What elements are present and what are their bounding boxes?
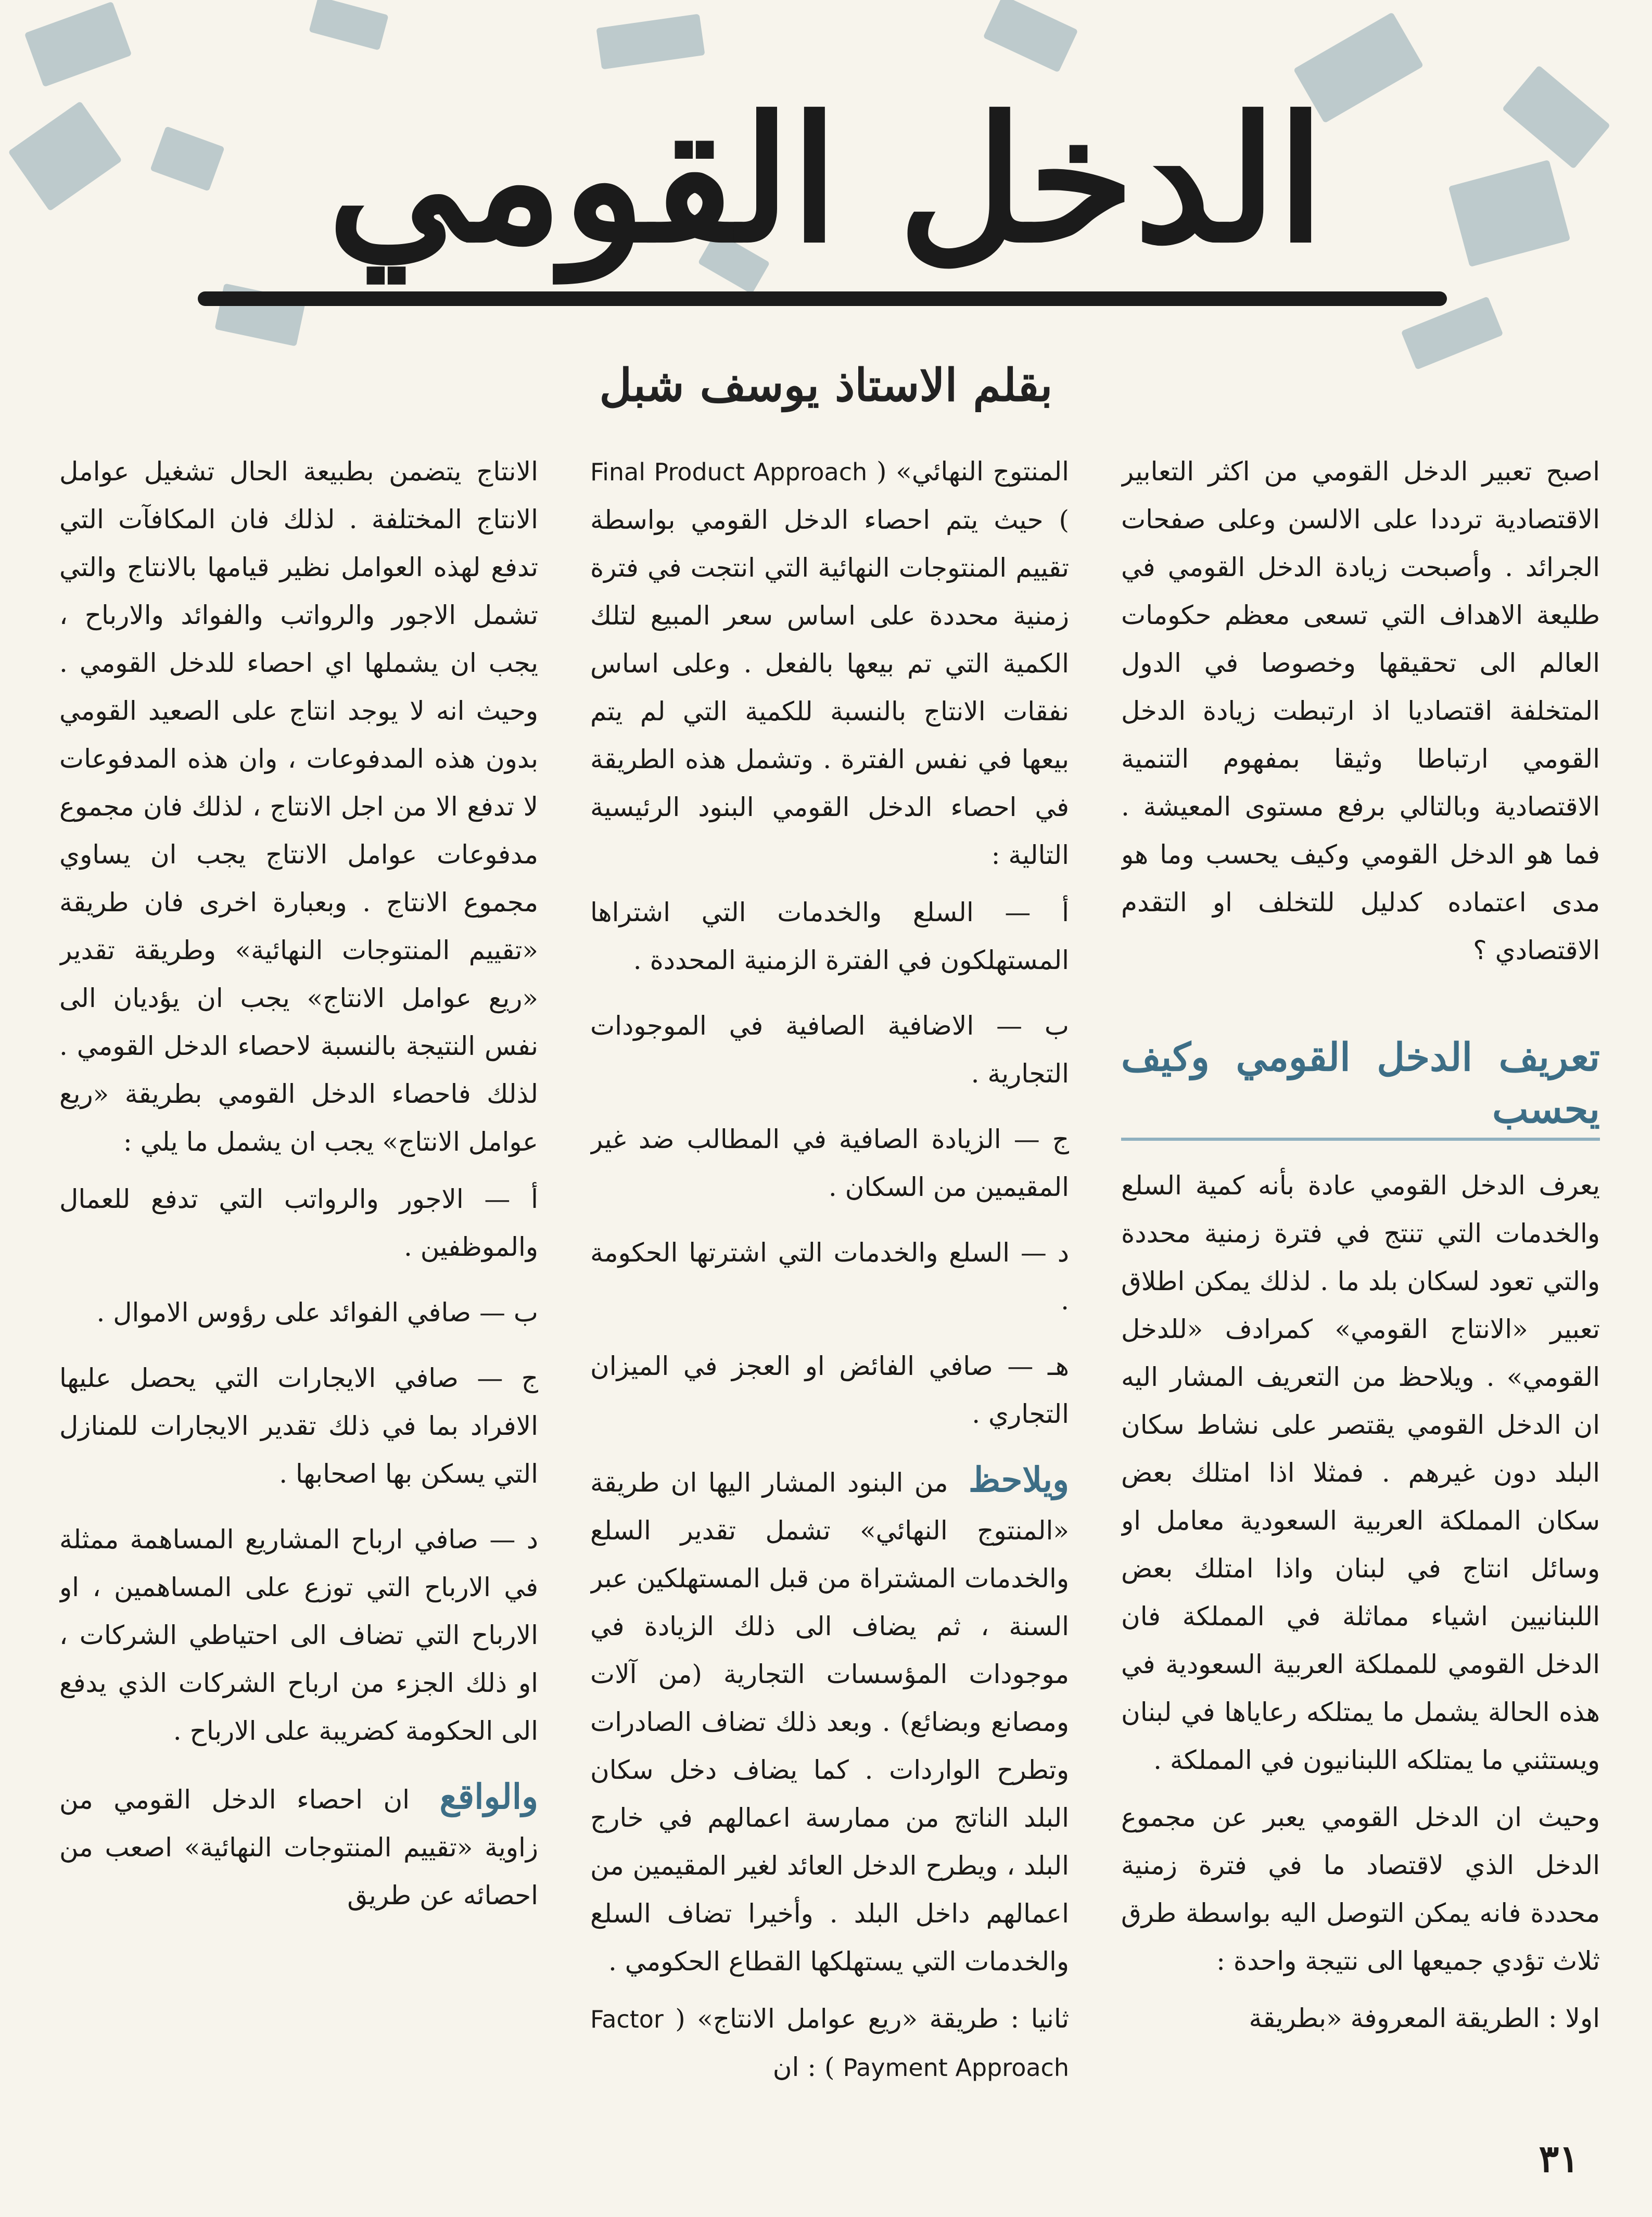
list-item: أ — الاجور والرواتب التي تدفع للعمال والموظفين .	[59, 1184, 538, 1262]
list-item: ج — الزيادة الصافية في المطالب ضد غير المقيمين من السكان .	[590, 1124, 1069, 1202]
body-paragraph	[59, 1773, 538, 1919]
list-item: د — صافي ارباح المشاريع المساهمة ممثلة في الارباح التي توزع على المساهمين ، او الارباح التي تضاف الى احتياطي الشركات ، او ذلك الجزء من ارباح الشركات الذي يدفع الى الحكومة كضريبة على الارباح .	[59, 1524, 538, 1746]
method-name: المنتوج النهائي» (	[876, 456, 1069, 487]
body-paragraph: وحيث ان الدخل القومي يعبر عن مجموع الدخل الذي لاقتصاد ما في فترة زمنية محددة فانه يمكن التوصل اليه بواسطة طرق ثلاث تؤدي جميعها الى نتيجة واحدة :	[1121, 1802, 1600, 1976]
body-paragraph: يعرف الدخل القومي عادة بأنه كمية السلع والخدمات التي تنتج في فترة زمنية محددة والتي تعود لسكان بلد ما . لذلك يمكن اطلاق تعبير «الانتاج القومي» كمرادف «للدخل القومي» . ويلاحظ من التعريف المشار اليه ان الدخل القومي يقتصر على نشاط سكان البلد دون غيرهم . فمثلا اذا امتلك بعض سكان المملكة العربية السعودية معامل او وسائل انتاج في لبنان واذا امتلك بعض اللبنانيين اشياء مماثلة في المملكة فان الدخل القومي للمملكة العربية السعودية في هذه الحالة يشمل ما يمتلكه رعاياها في لبنان ويستثني ما يمتلكه اللبنانيون في المملكة .	[1121, 1170, 1600, 1775]
title-underline-stroke	[198, 291, 1447, 306]
paper-flake	[983, 0, 1078, 73]
body-text: من البنود المشار اليها ان طريقة «المنتوج النهائي» تشمل تقدير السلع والخدمات المشتراة من قبل المستهلكين عبر السنة ، ثم يضاف الى ذلك الزيادة في موجودات المؤسسات التجارية (من آلات ومصانع وبضائع) . وبعد ذلك تضاف الصادرات وتطرح الواردات . كما يضاف دخل سكان البلد الناتج من ممارسة اعمالهم في خارج البلد ، ويطرح الدخل العائد لغير المقيمين من اعمالهم داخل البلد . وأخيرا تضاف السلع والخدمات التي يستهلكها القطاع الحكومي .	[590, 1468, 1069, 1977]
body-paragraph: الانتاج يتضمن بطبيعة الحال تشغيل عوامل الانتاج المختلفة . لذلك فان المكافآت التي تدفع لهذه العوامل نظير قيامها بالانتاج والتي تشمل الاجور والرواتب والفوائد والارباح ، يجب ان يشملها اي احصاء للدخل القومي . وحيث انه لا يوجد انتاج على الصعيد القومي بدون هذه المدفوعات ، وان هذه المدفوعات لا تدفع الا من اجل الانتاج ، لذلك فان مجموع مدفوعات عوامل الانتاج يجب ان يساوي مجموع الانتاج . وبعبارة اخرى فان طريقة «تقييم المنتوجات النهائية» وطريقة تقدير «ريع عوامل الانتاج» يجب ان يؤديان الى نفس النتيجة بالنسبة لاحصاء الدخل القومي . لذلك فاحصاء الدخل القومي بطريقة «ريع عوامل الانتاج» يجب ان يشمل ما يلي :	[59, 456, 538, 1157]
article-title: الدخل القومي	[327, 79, 1325, 281]
article-column-1	[1121, 448, 1600, 2123]
section-subheading: تعريف الدخل القومي وكيف يحسب	[1121, 1031, 1600, 1141]
page-number: ٣١	[1539, 2136, 1579, 2181]
list-item: ج — صافي الايجارات التي يحصل عليها الافراد بما في ذلك تقدير الايجارات للمنازل التي يسكن بها اصحابها .	[59, 1363, 538, 1489]
author-byline: بقلم الاستاذ يوسف شبل	[599, 359, 1053, 412]
list-item: د — السلع والخدمات التي اشترتها الحكومة .	[590, 1238, 1069, 1316]
lead-word: ويلاحظ	[968, 1459, 1069, 1500]
method-name: ثانيا : طريقة «ريع عوامل الانتاج» (	[675, 2004, 1069, 2034]
list-item: ب — الاضافية الصافية في الموجودات التجارية .	[590, 1011, 1069, 1089]
article-column-3	[59, 448, 538, 2123]
list-item: هـ — صافي الفائض او العجز في الميزان التجاري .	[590, 1351, 1069, 1429]
paper-flake	[309, 0, 388, 50]
list-item: أ — السلع والخدمات التي اشتراها المستهلكون في الفترة الزمنية المحددة .	[590, 897, 1069, 975]
body-text: ان احصاء الدخل القومي من زاوية «تقييم المنتوجات النهائية» اصعب من احصائه عن طريق	[59, 1785, 538, 1910]
paper-flake	[24, 2, 132, 87]
english-term: Final Product Approach	[590, 458, 868, 486]
list-item: ب — صافي الفوائد على رؤوس الاموال .	[96, 1297, 538, 1328]
lead-word: والواقع	[439, 1776, 538, 1817]
article-column-2	[590, 448, 1069, 2123]
intro-paragraph: اصبح تعبير الدخل القومي من اكثر التعابير الاقتصادية ترددا على الالسن وعلى صفحات الجرائد . وأصبحت زيادة الدخل القومي في طليعة الاهداف التي تسعى معظم حكومات العالم الى تحقيقها وخصوصا في الدول المتخلفة اقتصاديا اذ ارتبطت زيادة الدخل القومي ارتباطا وثيقا بمفهوم التنمية الاقتصادية وبالتالي برفع مستوى المعيشة . فما هو الدخل القومي وكيف يحسب وما هو مدى اعتماده كدليل للتخلف او التقدم الاقتصادي ؟	[1121, 456, 1600, 965]
body-text: ) : ان	[772, 2052, 835, 2082]
english-term: Factor Payment Approach	[590, 2005, 1069, 2082]
paper-flake	[596, 14, 705, 69]
body-paragraph	[590, 448, 1069, 879]
body-paragraph: اولا : الطريقة المعروفة «بطريقة	[1249, 2003, 1600, 2033]
body-paragraph	[590, 1456, 1069, 1985]
body-paragraph	[590, 1995, 1069, 2092]
body-text: ) حيث يتم احصاء الدخل القومي بواسطة تقييم المنتوجات النهائية التي انتجت في فترة زمنية محددة على اساس سعر المبيع لتلك الكمية التي تم بيعها بالفعل . وعلى اساس نفقات الانتاج بالنسبة للكمية التي لم يتم بيعها في نفس الفترة . وتشمل هذه الطريقة في احصاء الدخل القومي البنود الرئيسية التالية :	[590, 505, 1069, 870]
